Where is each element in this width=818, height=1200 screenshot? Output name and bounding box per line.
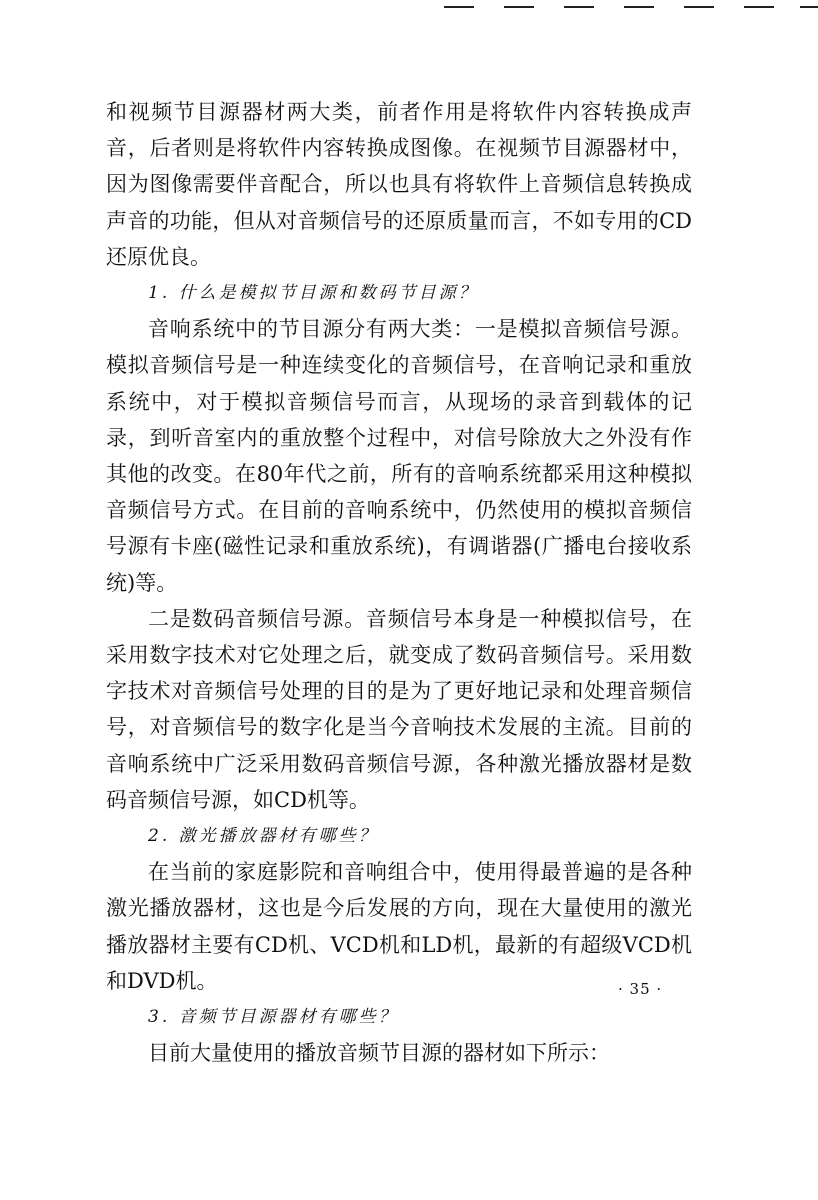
header-rule-4 <box>624 6 654 8</box>
paragraph-laser-players: 在当前的家庭影院和音响组合中，使用得最普遍的是各种激光播放器材，这也是今后发展的方向，现在大量使用的激光播放器材主要有CD机、VCD机和LD机，最新的有超级VCD机和DVD机。 <box>106 860 692 993</box>
paragraph-analog-source: 音响系统中的节目源分有两大类：一是模拟音频信号源。模拟音频信号是一种连续变化的音频信号，在音响记录和重放系统中，对于模拟音频信号而言，从现场的录音到载体的记录，到听音室内的重放整个过程中，对信号除放大之外没有作其他的改变。在80年代之前，所有的音响系统都采用这种模拟音频信号方式。在目前的音响系统中，仍然使用的模拟音频信号源有卡座(磁性记录和重放系统)，有调谐器(广播电台接收系统)等。 <box>106 317 692 595</box>
header-rule-3 <box>564 6 594 8</box>
page-body <box>106 94 692 1071</box>
page-number: · 35 · <box>618 980 663 998</box>
paragraph-intro: 和视频节目源器材两大类，前者作用是将软件内容转换成声音，后者则是将软件内容转换成图像。在视频节目源器材中，因为图像需要伴音配合，所以也具有将软件上音频信息转换成声音的功能，但从对音频信号的还原质量而言，不如专用的CD还原优良。 <box>106 100 692 269</box>
header-rule-7 <box>800 6 818 8</box>
header-rule-5 <box>684 6 714 8</box>
question-heading-1: 1. 什么是模拟节目源和数码节目源？ <box>148 283 479 304</box>
header-rule-2 <box>504 6 534 8</box>
paragraph-audio-devices: 目前大量使用的播放音频节目源的器材如下所示： <box>148 1041 610 1066</box>
question-heading-2: 2. 激光播放器材有哪些？ <box>148 826 379 847</box>
header-rule-1 <box>444 6 474 8</box>
paragraph-digital-source: 二是数码音频信号源。音频信号本身是一种模拟信号，在采用数字技术对它处理之后，就变成了数码音频信号。采用数字技术对音频信号处理的目的是为了更好地记录和处理音频信号，对音频信号的数字化是当今音响技术发展的主流。目前的音响系统中广泛采用数码音频信号源，各种激光播放器材是数码音频信号源，如CD机等。 <box>106 606 692 812</box>
question-heading-3: 3. 音频节目源器材有哪些？ <box>148 1007 399 1028</box>
header-rule-6 <box>744 6 774 8</box>
